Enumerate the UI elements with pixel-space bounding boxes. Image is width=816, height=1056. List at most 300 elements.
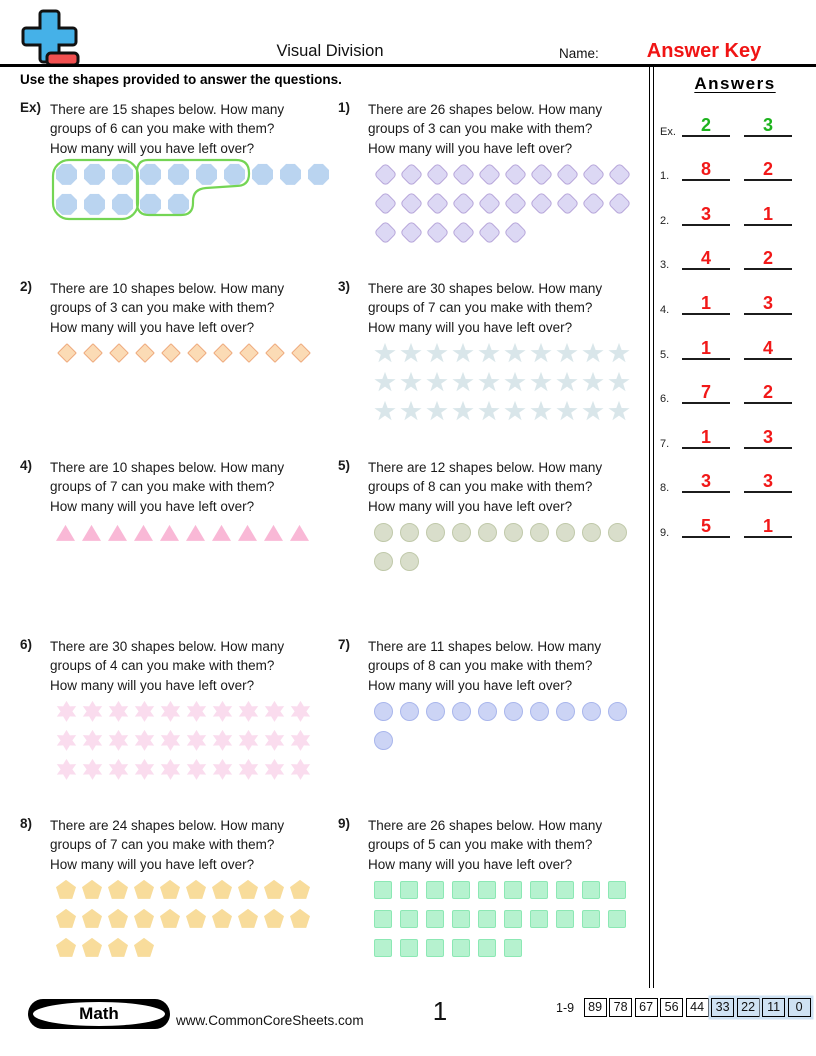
shape-row bbox=[56, 935, 316, 964]
shape-row bbox=[56, 191, 336, 221]
star5-shape bbox=[374, 343, 396, 364]
star6-shape bbox=[264, 701, 285, 722]
shape-cell bbox=[478, 369, 504, 398]
pentagon-shape bbox=[82, 938, 102, 957]
problem-body bbox=[50, 812, 316, 964]
page-title: Visual Division bbox=[276, 42, 384, 60]
answer-value: 2 bbox=[762, 248, 773, 269]
shape-cell bbox=[82, 340, 108, 369]
diamond-round-shape bbox=[503, 162, 527, 186]
triangle-shape bbox=[264, 525, 283, 541]
shape-cell bbox=[504, 935, 530, 964]
shape-cell bbox=[400, 190, 426, 219]
star6-shape bbox=[134, 701, 155, 722]
triangle-shape bbox=[108, 525, 127, 541]
star6-shape bbox=[212, 759, 233, 780]
site-url-link[interactable]: www.CommonCoreSheets.com bbox=[176, 1013, 364, 1028]
answers-title: Answers bbox=[694, 74, 776, 93]
problem-number: 1) bbox=[338, 100, 351, 115]
shape-cell bbox=[504, 219, 530, 248]
square-shape bbox=[478, 910, 496, 928]
diamond-shape bbox=[109, 343, 129, 363]
problem-text-line: How many will you have left over? bbox=[50, 140, 255, 156]
problem-body bbox=[368, 812, 634, 964]
shape-cell bbox=[530, 877, 556, 906]
circle-shape bbox=[400, 702, 419, 721]
problem bbox=[338, 633, 640, 812]
problem bbox=[20, 96, 338, 275]
square-shape bbox=[400, 881, 418, 899]
answer-blank-groups bbox=[682, 516, 730, 538]
problems-grid bbox=[20, 96, 640, 991]
shape-cell bbox=[160, 698, 186, 727]
answer-blank-groups bbox=[682, 427, 730, 449]
shape-cell bbox=[478, 398, 504, 427]
answer-row-label: 4. bbox=[660, 303, 670, 316]
problem-text-line: There are 10 shapes below. How many bbox=[50, 281, 285, 296]
shape-cell bbox=[56, 340, 82, 369]
shape-cell bbox=[556, 369, 582, 398]
shape-cell bbox=[56, 877, 82, 906]
circle-shape bbox=[374, 702, 393, 721]
problem-text-line: groups of 3 can you make with them? bbox=[50, 300, 275, 316]
shape-cell bbox=[426, 906, 452, 935]
problem-shapes bbox=[56, 877, 316, 964]
shape-row bbox=[374, 935, 634, 964]
plus-minus-logo-icon bbox=[20, 8, 82, 68]
circle-shape bbox=[374, 731, 393, 750]
answer-blank-leftover bbox=[744, 248, 792, 270]
circle-shape bbox=[504, 702, 523, 721]
pentagon-shape bbox=[290, 880, 310, 899]
answer-row-label: 2. bbox=[660, 214, 670, 227]
shape-cell bbox=[374, 519, 400, 548]
shape-cell bbox=[400, 935, 426, 964]
shape-cell bbox=[426, 219, 452, 248]
problem bbox=[338, 275, 640, 454]
star5-shape bbox=[478, 343, 500, 364]
triangle-shape bbox=[212, 525, 231, 541]
circle-shape bbox=[556, 523, 575, 542]
problem-shapes bbox=[56, 340, 316, 369]
shape-cell bbox=[134, 906, 160, 935]
answer-row bbox=[656, 278, 814, 323]
shape-cell bbox=[374, 877, 400, 906]
shape-cell bbox=[290, 906, 316, 935]
shape-cell bbox=[374, 548, 400, 577]
square-shape bbox=[530, 881, 548, 899]
star5-shape bbox=[504, 372, 526, 393]
diamond-round-shape bbox=[451, 220, 475, 244]
problem-text-line: How many will you have left over? bbox=[368, 498, 573, 514]
star6-shape bbox=[108, 701, 129, 722]
shape-cell bbox=[264, 906, 290, 935]
shape-cell bbox=[186, 698, 212, 727]
shape-cell bbox=[374, 698, 400, 727]
answer-row-label: 9. bbox=[660, 526, 670, 539]
shape-cell bbox=[280, 161, 308, 190]
shape-cell bbox=[186, 756, 212, 785]
shape-cell bbox=[108, 727, 134, 756]
octagon-shape bbox=[56, 194, 77, 215]
problem-number: 5) bbox=[338, 458, 351, 473]
shape-cell bbox=[212, 756, 238, 785]
triangle-shape bbox=[56, 525, 75, 541]
problem-number: 9) bbox=[338, 816, 351, 831]
shape-cell bbox=[108, 756, 134, 785]
star6-shape bbox=[238, 701, 259, 722]
shape-cell bbox=[374, 369, 400, 398]
star5-shape bbox=[426, 401, 448, 422]
star5-shape bbox=[556, 372, 578, 393]
octagon-shape bbox=[56, 164, 77, 185]
answer-row-label: 1. bbox=[660, 170, 670, 183]
shape-cell bbox=[556, 190, 582, 219]
pentagon-shape bbox=[134, 938, 154, 957]
shape-cell bbox=[478, 698, 504, 727]
problem-number: 7) bbox=[338, 637, 351, 652]
answer-value: 4 bbox=[700, 248, 711, 269]
octagon-shape bbox=[280, 164, 301, 185]
problem-text-line: groups of 5 can you make with them? bbox=[368, 837, 593, 853]
answers-divider bbox=[649, 67, 654, 988]
score-box: 56 bbox=[660, 998, 683, 1017]
answer-row bbox=[656, 323, 814, 368]
diamond-round-shape bbox=[555, 191, 579, 215]
problem-text-line: How many will you have left over? bbox=[50, 319, 255, 335]
shape-cell bbox=[290, 756, 316, 785]
math-badge bbox=[28, 999, 170, 1029]
problem-number: 8) bbox=[20, 816, 33, 831]
shape-cell bbox=[374, 190, 400, 219]
answer-value: 1 bbox=[762, 515, 773, 536]
shape-cell bbox=[134, 727, 160, 756]
shape-cell bbox=[504, 340, 530, 369]
star5-shape bbox=[400, 401, 422, 422]
star6-shape bbox=[108, 759, 129, 780]
answer-blank-leftover bbox=[744, 159, 792, 181]
answer-row bbox=[656, 100, 814, 145]
problem-text-line: groups of 7 can you make with them? bbox=[368, 300, 593, 316]
square-shape bbox=[478, 881, 496, 899]
square-shape bbox=[426, 939, 444, 957]
page-number: 1 bbox=[432, 996, 448, 1026]
square-shape bbox=[400, 910, 418, 928]
problem bbox=[20, 633, 338, 812]
shape-cell bbox=[160, 756, 186, 785]
pentagon-shape bbox=[186, 880, 206, 899]
answer-blank-groups bbox=[682, 293, 730, 315]
shape-cell bbox=[82, 906, 108, 935]
shape-cell bbox=[108, 519, 134, 548]
triangle-shape bbox=[238, 525, 257, 541]
answer-value: 1 bbox=[762, 203, 773, 224]
answer-row bbox=[656, 412, 814, 457]
pentagon-shape bbox=[56, 938, 76, 957]
octagon-shape bbox=[112, 164, 133, 185]
circle-shape bbox=[426, 523, 445, 542]
answer-value: 1 bbox=[700, 292, 711, 313]
shape-cell bbox=[400, 219, 426, 248]
shape-cell bbox=[134, 877, 160, 906]
answer-value: 3 bbox=[700, 471, 711, 492]
circle-shape bbox=[530, 702, 549, 721]
shape-cell bbox=[140, 161, 168, 190]
shape-cell bbox=[374, 906, 400, 935]
answer-row-label: 8. bbox=[660, 482, 670, 495]
square-shape bbox=[582, 910, 600, 928]
star5-shape bbox=[478, 372, 500, 393]
problem-body bbox=[50, 96, 336, 221]
star6-shape bbox=[290, 730, 311, 751]
shape-cell bbox=[478, 877, 504, 906]
square-shape bbox=[582, 881, 600, 899]
answer-row-label: 3. bbox=[660, 259, 670, 272]
star5-shape bbox=[556, 343, 578, 364]
problem-shapes bbox=[56, 698, 316, 785]
square-shape bbox=[426, 881, 444, 899]
shape-cell bbox=[400, 340, 426, 369]
problem-text-line: groups of 3 can you make with them? bbox=[368, 121, 593, 137]
shape-row bbox=[56, 519, 316, 548]
shape-row bbox=[56, 877, 316, 906]
star5-shape bbox=[504, 401, 526, 422]
shape-cell bbox=[134, 519, 160, 548]
problem-body bbox=[50, 633, 316, 785]
shape-cell bbox=[504, 519, 530, 548]
shape-cell bbox=[608, 161, 634, 190]
shape-cell bbox=[478, 906, 504, 935]
shape-cell bbox=[264, 698, 290, 727]
star6-shape bbox=[160, 701, 181, 722]
pentagon-shape bbox=[290, 909, 310, 928]
shape-cell bbox=[504, 161, 530, 190]
shape-cell bbox=[84, 161, 112, 190]
circle-shape bbox=[608, 523, 627, 542]
shape-cell bbox=[108, 340, 134, 369]
shape-row bbox=[374, 161, 634, 190]
shape-cell bbox=[582, 161, 608, 190]
square-shape bbox=[608, 881, 626, 899]
shape-row bbox=[374, 219, 634, 248]
shape-cell bbox=[238, 727, 264, 756]
shape-cell bbox=[82, 698, 108, 727]
answer-blank-leftover bbox=[744, 516, 792, 538]
star6-shape bbox=[134, 730, 155, 751]
shape-cell bbox=[556, 698, 582, 727]
shape-cell bbox=[108, 698, 134, 727]
triangle-shape bbox=[160, 525, 179, 541]
answer-value: 3 bbox=[762, 426, 773, 447]
star6-shape bbox=[56, 730, 77, 751]
shape-cell bbox=[112, 191, 140, 220]
star6-shape bbox=[186, 730, 207, 751]
shape-cell bbox=[426, 161, 452, 190]
problem-number: 6) bbox=[20, 637, 33, 652]
shape-cell bbox=[530, 906, 556, 935]
problem-text-line: How many will you have left over? bbox=[368, 140, 573, 156]
star6-shape bbox=[290, 701, 311, 722]
shape-cell bbox=[504, 398, 530, 427]
answer-value: 2 bbox=[700, 114, 711, 135]
shape-cell bbox=[160, 519, 186, 548]
problem-text-line: How many will you have left over? bbox=[50, 498, 255, 514]
problem-number: 4) bbox=[20, 458, 33, 473]
pentagon-shape bbox=[160, 909, 180, 928]
pentagon-shape bbox=[82, 909, 102, 928]
circle-shape bbox=[530, 523, 549, 542]
problem-shapes bbox=[374, 340, 634, 427]
diamond-round-shape bbox=[451, 162, 475, 186]
circle-shape bbox=[478, 702, 497, 721]
circle-shape bbox=[426, 702, 445, 721]
score-boxes bbox=[581, 998, 811, 1017]
star6-shape bbox=[82, 730, 103, 751]
star6-shape bbox=[56, 701, 77, 722]
shape-cell bbox=[478, 161, 504, 190]
diamond-round-shape bbox=[477, 162, 501, 186]
pentagon-shape bbox=[212, 880, 232, 899]
shape-cell bbox=[160, 340, 186, 369]
shape-cell bbox=[264, 727, 290, 756]
star5-shape bbox=[452, 401, 474, 422]
pentagon-shape bbox=[160, 880, 180, 899]
shape-cell bbox=[186, 519, 212, 548]
score-box: 0 bbox=[788, 998, 811, 1017]
star6-shape bbox=[186, 701, 207, 722]
problem-body bbox=[368, 275, 634, 427]
shape-cell bbox=[556, 340, 582, 369]
problem-text-line: There are 30 shapes below. How many bbox=[50, 639, 285, 654]
circle-shape bbox=[504, 523, 523, 542]
square-shape bbox=[452, 881, 470, 899]
shape-cell bbox=[196, 161, 224, 190]
pentagon-shape bbox=[212, 909, 232, 928]
problem-text-line: How many will you have left over? bbox=[368, 856, 573, 872]
shape-cell bbox=[212, 906, 238, 935]
diamond-shape bbox=[187, 343, 207, 363]
shape-cell bbox=[426, 190, 452, 219]
diamond-shape bbox=[265, 343, 285, 363]
shape-cell bbox=[160, 727, 186, 756]
circle-shape bbox=[582, 523, 601, 542]
shape-cell bbox=[530, 369, 556, 398]
shape-cell bbox=[400, 519, 426, 548]
diamond-shape bbox=[83, 343, 103, 363]
shape-cell bbox=[452, 877, 478, 906]
octagon-shape bbox=[112, 194, 133, 215]
problem-text-line: groups of 6 can you make with them? bbox=[50, 121, 275, 137]
shape-cell bbox=[108, 906, 134, 935]
shape-cell bbox=[504, 369, 530, 398]
pentagon-shape bbox=[56, 909, 76, 928]
shape-cell bbox=[556, 398, 582, 427]
problem-text-line: How many will you have left over? bbox=[50, 677, 255, 693]
score-box: 89 bbox=[584, 998, 607, 1017]
instruction-text: Use the shapes provided to answer the questions. bbox=[20, 72, 342, 87]
star6-shape bbox=[212, 701, 233, 722]
square-shape bbox=[400, 939, 418, 957]
shape-cell bbox=[186, 906, 212, 935]
shape-cell bbox=[478, 519, 504, 548]
square-shape bbox=[374, 881, 392, 899]
answer-row bbox=[656, 501, 814, 546]
circle-shape bbox=[608, 702, 627, 721]
star5-shape bbox=[608, 372, 630, 393]
diamond-round-shape bbox=[503, 220, 527, 244]
shape-cell bbox=[56, 161, 84, 190]
shape-cell bbox=[400, 906, 426, 935]
diamond-shape bbox=[57, 343, 77, 363]
star5-shape bbox=[608, 343, 630, 364]
shape-cell bbox=[400, 698, 426, 727]
shape-cell bbox=[134, 340, 160, 369]
star6-shape bbox=[134, 759, 155, 780]
star5-shape bbox=[530, 372, 552, 393]
diamond-shape bbox=[213, 343, 233, 363]
star5-shape bbox=[504, 343, 526, 364]
answer-blank-leftover bbox=[744, 115, 792, 137]
problem-shapes bbox=[56, 519, 316, 548]
problem-text-line: There are 12 shapes below. How many bbox=[368, 460, 603, 475]
diamond-round-shape bbox=[581, 191, 605, 215]
shape-cell bbox=[82, 519, 108, 548]
square-shape bbox=[452, 910, 470, 928]
score-box: 44 bbox=[686, 998, 709, 1017]
shape-cell bbox=[212, 877, 238, 906]
star5-shape bbox=[426, 343, 448, 364]
shape-cell bbox=[556, 877, 582, 906]
problem-text-line: How many will you have left over? bbox=[50, 856, 255, 872]
star5-shape bbox=[608, 401, 630, 422]
shape-cell bbox=[160, 877, 186, 906]
shape-cell bbox=[290, 519, 316, 548]
answer-value: 8 bbox=[700, 159, 711, 180]
star6-shape bbox=[160, 759, 181, 780]
octagon-shape bbox=[140, 164, 161, 185]
triangle-shape bbox=[82, 525, 101, 541]
square-shape bbox=[504, 939, 522, 957]
shape-cell bbox=[478, 219, 504, 248]
shape-cell bbox=[426, 877, 452, 906]
diamond-round-shape bbox=[425, 220, 449, 244]
shape-cell bbox=[582, 906, 608, 935]
shape-cell bbox=[134, 935, 160, 964]
shape-cell bbox=[608, 698, 634, 727]
diamond-round-shape bbox=[425, 191, 449, 215]
shape-cell bbox=[238, 756, 264, 785]
shape-cell bbox=[426, 935, 452, 964]
star6-shape bbox=[212, 730, 233, 751]
star5-shape bbox=[530, 343, 552, 364]
problem bbox=[338, 812, 640, 991]
shape-cell bbox=[212, 698, 238, 727]
shape-cell bbox=[582, 877, 608, 906]
diamond-shape bbox=[239, 343, 259, 363]
shape-cell bbox=[186, 340, 212, 369]
shape-row bbox=[56, 161, 336, 191]
octagon-shape bbox=[168, 164, 189, 185]
shape-cell bbox=[426, 698, 452, 727]
shape-row bbox=[374, 398, 634, 427]
pentagon-shape bbox=[82, 880, 102, 899]
score-box: 33 bbox=[711, 998, 734, 1017]
shape-cell bbox=[168, 191, 196, 220]
shape-cell bbox=[452, 161, 478, 190]
shape-cell bbox=[530, 398, 556, 427]
problem-number: 2) bbox=[20, 279, 33, 294]
circle-shape bbox=[374, 552, 393, 571]
